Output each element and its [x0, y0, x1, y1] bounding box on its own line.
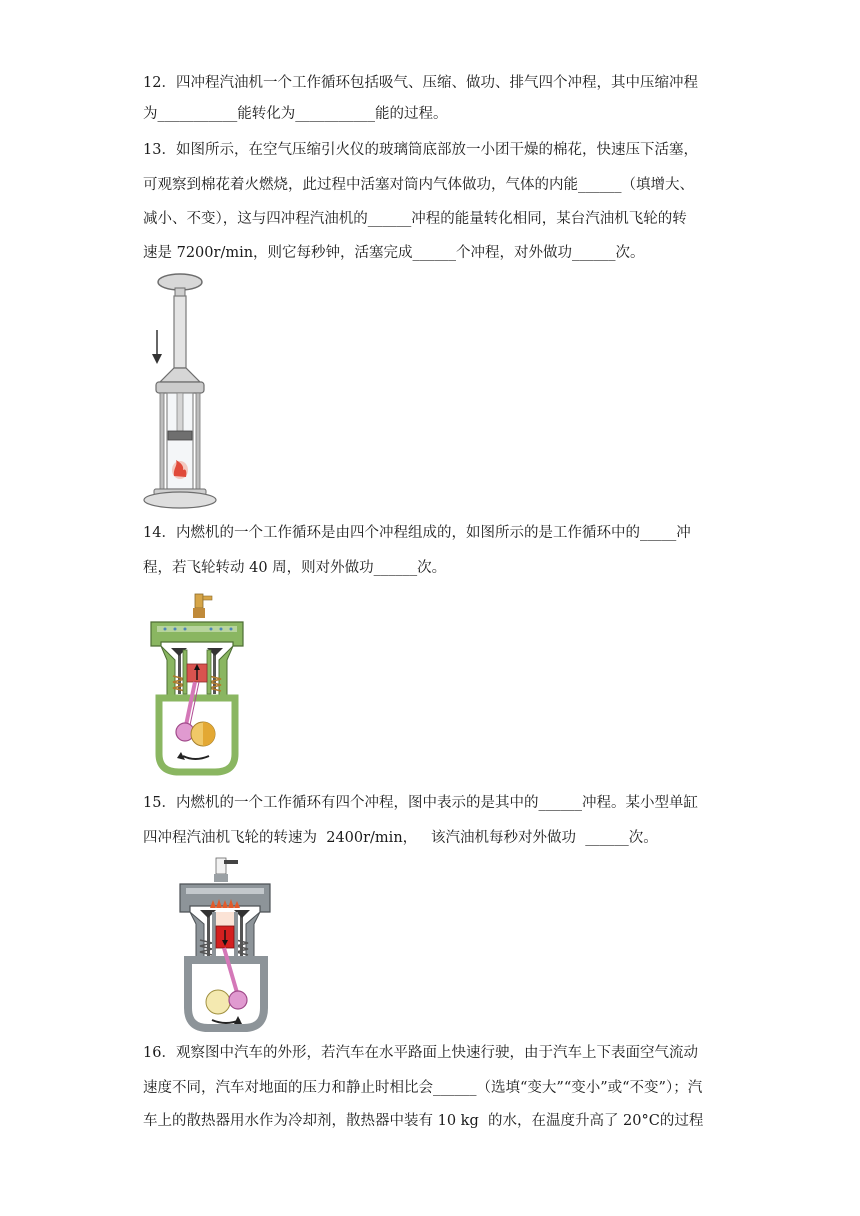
air-compression-igniter-figure	[140, 270, 220, 512]
q12-line-2: 为___________能转化为___________能的过程。	[143, 106, 448, 122]
q13-line-2: 可观察到棉花着火燃烧，此过程中活塞对筒内气体做功，气体的内能______（填增大、	[143, 177, 694, 193]
q15-line-1: 15．内燃机的一个工作循环有四个冲程，图中表示的是其中的______冲程。某小型单缸	[143, 795, 698, 811]
q16-line-2: 速度不同，汽车对地面的压力和静止时相比会______（选填“变大”“变小”或“不变”）；汽	[143, 1080, 703, 1096]
q14-line-1: 14．内燃机的一个工作循环是由四个冲程组成的，如图所示的是工作循环中的_____冲	[143, 525, 691, 541]
q13-line-3: 减小、不变），这与四冲程汽油机的______冲程的能量转化相同，某台汽油机飞轮的转	[143, 211, 687, 227]
q15-line-2: 四冲程汽油机飞轮的转速为 2400r/min， 该汽油机每秒对外做功 ______次。	[143, 830, 658, 846]
q13-line-4: 速是 7200r/min，则它每秒钟，活塞完成______个冲程，对外做功______次。	[143, 245, 645, 261]
q14-line-2: 程，若飞轮转动 40 周，则对外做功______次。	[143, 560, 447, 576]
q16-line-1: 16．观察图中汽车的外形，若汽车在水平路面上快速行驶，由于汽车上下表面空气流动	[143, 1045, 698, 1061]
q12-line-1: 12．四冲程汽油机一个工作循环包括吸气、压缩、做功、排气四个冲程，其中压缩冲程	[143, 75, 698, 91]
engine-power-stroke-figure	[172, 856, 278, 1032]
q13-line-1: 13．如图所示，在空气压缩引火仪的玻璃筒底部放一小团干燥的棉花，快速压下活塞，	[143, 142, 698, 158]
engine-compression-stroke-figure	[145, 590, 249, 776]
q16-line-3: 车上的散热器用水作为冷却剂，散热器中装有 10 kg 的水，在温度升高了 20°C的过程	[143, 1113, 704, 1129]
